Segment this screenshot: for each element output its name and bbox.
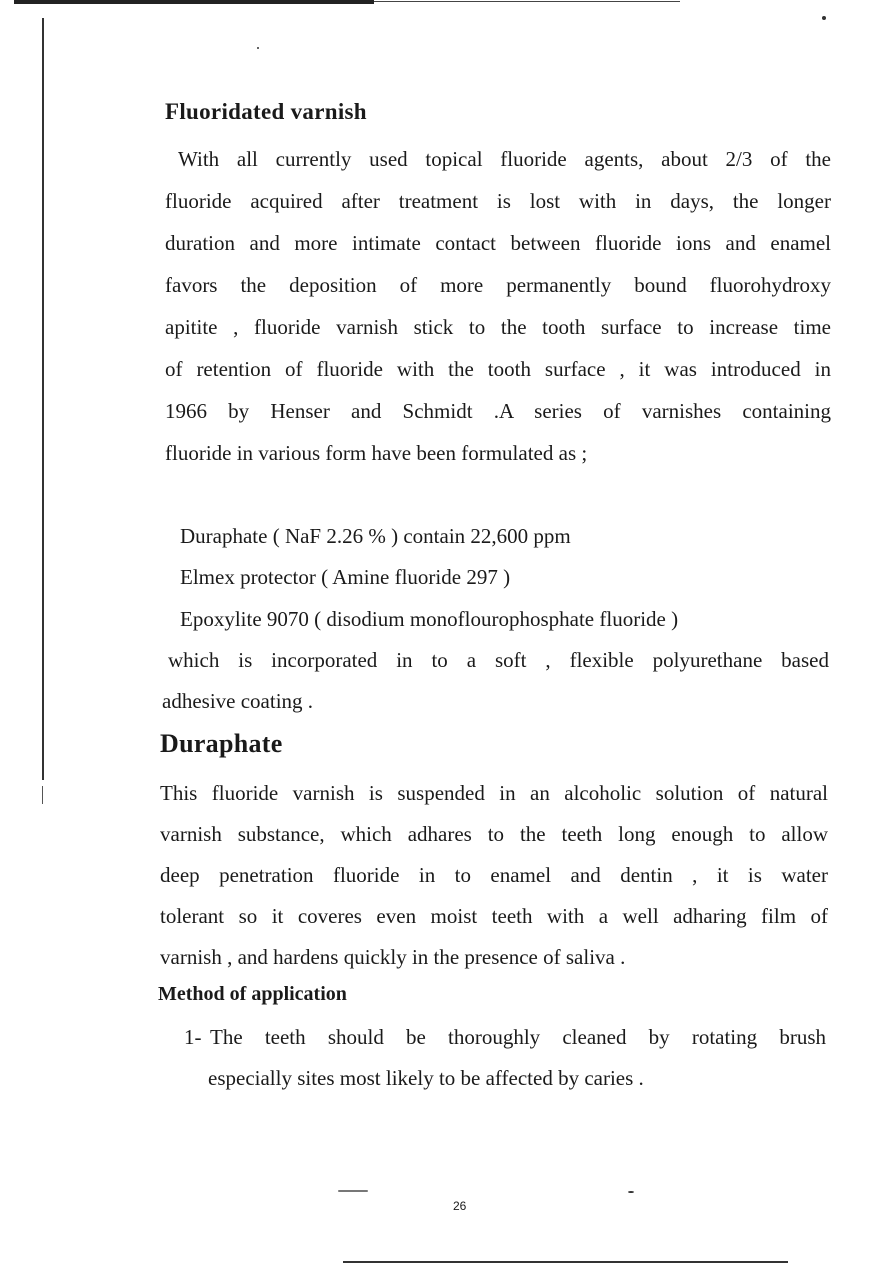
- step-line: especially sites most likely to be affected by caries .: [208, 1066, 644, 1090]
- paragraph-line: adhesive coating .: [162, 689, 314, 713]
- scan-speck: [257, 47, 259, 49]
- paragraph-line: fluoride acquired after treatment is lost with in days, the longer: [165, 189, 831, 213]
- product-item: Duraphate ( NaF 2.26 % ) contain 22,600 ppm: [180, 524, 571, 548]
- product-item: Epoxylite 9070 ( disodium monoflourophosphate fluoride ): [180, 607, 679, 631]
- page-number: 26: [453, 1199, 467, 1213]
- step-line: The teeth should be thoroughly cleaned by rotating brush: [210, 1025, 826, 1049]
- paragraph-line: varnish , and hardens quickly in the presence of saliva .: [160, 945, 626, 969]
- top-border-rule-thin: [374, 1, 680, 2]
- section-heading-duraphate: Duraphate: [160, 729, 283, 758]
- product-item: Elmex protector ( Amine fluoride 297 ): [180, 565, 511, 589]
- paragraph-line: varnish substance, which adhares to the teeth long enough to allow: [160, 822, 828, 846]
- paragraph-line: tolerant so it coveres even moist teeth with a well adharing film of: [160, 904, 828, 928]
- step-number: 1-: [184, 1025, 202, 1049]
- paragraph-line: 1966 by Henser and Schmidt .A series of varnishes containing: [165, 399, 831, 423]
- paragraph-line: of retention of fluoride with the tooth surface , it was introduced in: [165, 357, 831, 381]
- subheading-method-of-application: Method of application: [158, 983, 347, 1005]
- scan-speck: [822, 16, 826, 20]
- bottom-border-rule: [343, 1261, 788, 1263]
- left-margin-rule-fragment: [42, 786, 43, 804]
- paragraph-line: apitite , fluoride varnish stick to the tooth surface to increase time: [165, 315, 831, 339]
- scan-speck: [628, 1191, 634, 1193]
- paragraph-line: favors the deposition of more permanently bound fluorohydroxy: [165, 273, 831, 297]
- top-border-rule: [14, 0, 374, 4]
- paragraph-line: deep penetration fluoride in to enamel and dentin , it is water: [160, 863, 828, 887]
- scan-speck: [338, 1190, 368, 1192]
- paragraph-line: With all currently used topical fluoride agents, about 2/3 of the: [178, 147, 831, 171]
- paragraph-line: This fluoride varnish is suspended in an alcoholic solution of natural: [160, 781, 828, 805]
- paragraph-line: which is incorporated in to a soft , flexible polyurethane based: [168, 648, 829, 672]
- left-margin-rule: [42, 18, 44, 780]
- paragraph-line: duration and more intimate contact between fluoride ions and enamel: [165, 231, 831, 255]
- section-heading-fluoridated-varnish: Fluoridated varnish: [165, 99, 367, 124]
- paragraph-line: fluoride in various form have been formulated as ;: [165, 441, 588, 465]
